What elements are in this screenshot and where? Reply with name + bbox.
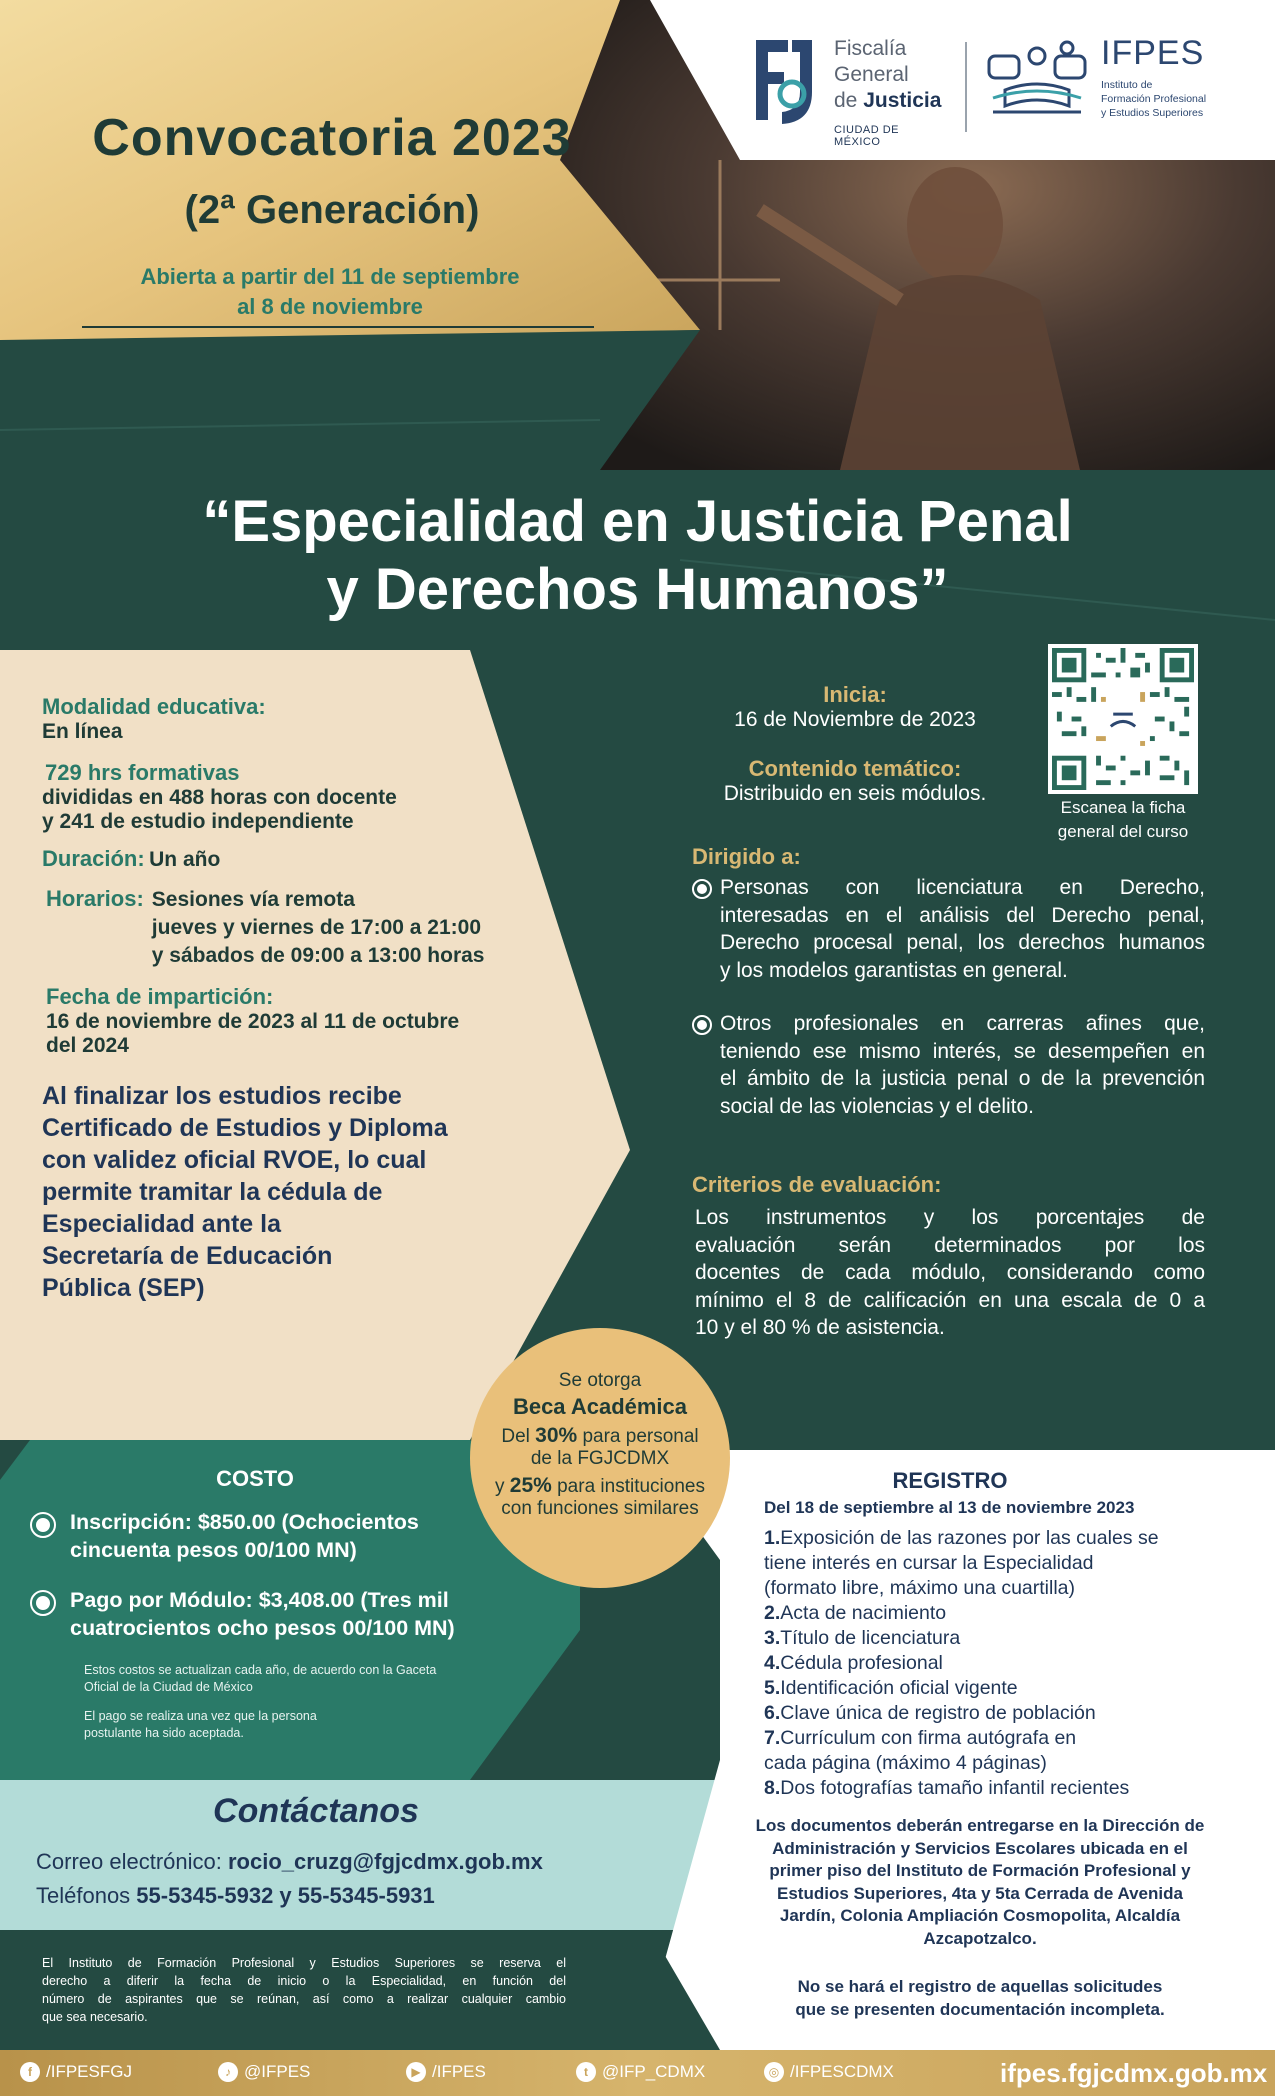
footer-twitter[interactable] [576, 2062, 705, 2082]
registro-item-text: Título de licenciatura [780, 1627, 961, 1649]
registro-docs-line: primer piso del Instituto de Formación Profesional y [769, 1861, 1191, 1880]
qr-code-icon [1052, 648, 1194, 790]
registro-docs-line: Administración y Servicios Escolares ubicada en el [772, 1838, 1188, 1858]
qr-caption-line1: Escanea la ficha [1060, 798, 1186, 817]
registro-item-num: 6. [764, 1702, 781, 1724]
ifpes-logo-line1: Instituto de [1101, 79, 1153, 91]
registro-dates: Del 18 de septiembre al 13 de noviembre 2023 [764, 1498, 1135, 1517]
beca-line3-suffix: para personal [577, 1426, 699, 1447]
registro-item [764, 1651, 1240, 1676]
inscripcion-line2: cincuenta pesos 00/100 MN) [70, 1538, 357, 1562]
criterios-block [692, 1172, 1205, 1342]
certificate-line: Secretaría de Educación [42, 1242, 333, 1270]
modulo-line2: cuatrocientos ocho pesos 00/100 MN) [70, 1616, 455, 1640]
registro-item-text: Currículum con firma autógrafa en [780, 1727, 1077, 1749]
registro-item-num: 2. [764, 1602, 781, 1624]
dirigido-line: Otros profesionales en carreras afines que, [720, 1012, 1205, 1035]
registro-item-cont: cada página (máximo 4 páginas) [764, 1752, 1047, 1774]
fgj-logo-subtitle: CIUDAD DE MÉXICO [834, 124, 900, 148]
convocatoria-title: Convocatoria 2023 [92, 109, 572, 167]
registro-item-text: Exposición de las razones por las cuales se [780, 1527, 1159, 1549]
registro-item [764, 1726, 1240, 1751]
disclaimer-line: derecho a diferir la fecha de inicio o la Especialidad, en función del [42, 1974, 566, 1988]
costo-note1-line2: Oficial de la Ciudad de México [84, 1680, 253, 1694]
registro-item [764, 1526, 1240, 1551]
hours-label: 729 hrs formativas [45, 760, 240, 785]
hours-line2: y 241 de estudio independiente [42, 810, 354, 833]
footer-instagram-label: /IFPESCDMX [790, 2062, 894, 2081]
radio-bullet-icon [692, 1015, 712, 1035]
registro-section [720, 1468, 1240, 2021]
criterios-line: Los instrumentos y los porcentajes de [695, 1206, 1205, 1229]
beca-line5-prefix: y [495, 1476, 510, 1497]
dirigido-block [692, 844, 1205, 1120]
horarios-line2: jueves y viernes de 17:00 a 21:00 [151, 916, 482, 939]
registro-item-num: 4. [764, 1652, 781, 1674]
beca-badge [470, 1328, 730, 1588]
contenido-value: Distribuido en seis módulos. [723, 782, 987, 805]
registro-docs-line: Los documentos deberán entregarse en la Dirección de [755, 1816, 1205, 1835]
horarios-line3: y sábados de 09:00 a 13:00 horas [151, 944, 485, 967]
modulo-item [30, 1586, 590, 1642]
radio-bullet-icon [692, 879, 712, 899]
footer-website[interactable]: ifpes.fgjcdmx.gob.mx [1000, 2058, 1268, 2088]
email-label: Correo electrónico: [36, 1849, 228, 1874]
costo-note1-line1: Estos costos se actualizan cada año, de acuerdo con la Gaceta [84, 1663, 437, 1677]
disclaimer-line: número de aspirantes que se reúnan, así como a realizar cualquier cambio [42, 1992, 566, 2006]
registro-warning-line1: No se hará el registro de aquellas solicitudes [797, 1977, 1163, 1996]
registro-title: REGISTRO [892, 1468, 1008, 1493]
duracion-value: Un año [149, 848, 221, 871]
logo-divider [965, 42, 967, 132]
registro-warning [720, 1976, 1240, 2021]
registro-item-text: Acta de nacimiento [780, 1602, 947, 1624]
dirigido-line: teniendo ese mismo interés, se desempeñen en [720, 1039, 1205, 1063]
certificate-text [42, 1080, 602, 1304]
program-title-line2: y Derechos Humanos” [326, 557, 949, 622]
horarios-line1: Sesiones vía remota [151, 888, 355, 911]
registro-item [764, 1626, 1240, 1651]
tiktok-icon: ♪ [218, 2062, 238, 2082]
registro-item [764, 1776, 1240, 1801]
footer-youtube[interactable] [406, 2062, 486, 2082]
open-dates-line1: Abierta a partir del 11 de septiembre [140, 264, 520, 289]
fgj-logo [748, 28, 948, 148]
fgj-logo-line2: General [834, 63, 909, 86]
modalidad-value: En línea [42, 720, 123, 743]
footer-twitter-label: @IFP_CDMX [602, 2062, 706, 2081]
footer-facebook[interactable] [20, 2062, 132, 2082]
inicia-label: Inicia: [823, 682, 887, 707]
youtube-icon: ▶ [406, 2062, 426, 2082]
radio-bullet-icon [30, 1512, 56, 1538]
dirigido-line: el ámbito de la justicia penal o de la prevención [720, 1067, 1205, 1090]
disclaimer [42, 1954, 566, 2026]
registro-item-cont: tiene interés en cursar la Especialidad [764, 1552, 1094, 1574]
beca-line2: Beca Académica [512, 1394, 688, 1419]
certificate-line: Certificado de Estudios y Diploma [42, 1114, 448, 1142]
open-dates [100, 262, 560, 322]
dirigido-label: Dirigido a: [692, 844, 801, 869]
criterios-line: docentes de cada módulo, considerando como [695, 1261, 1205, 1284]
dirigido-line: social de las violencias y el delito. [720, 1094, 1034, 1118]
fgj-emblem-icon [748, 32, 820, 132]
fecha-label: Fecha de impartición: [46, 984, 274, 1009]
twitter-icon: t [576, 2062, 596, 2082]
ifpes-emblem-icon [985, 40, 1089, 120]
beca-line3-bold: 30% [535, 1424, 578, 1447]
costo-note2-line1: El pago se realiza una vez que la persona [84, 1709, 317, 1723]
registro-docs [720, 1815, 1240, 1950]
left-info [42, 694, 602, 1304]
fgj-logo-line3-prefix: de [834, 89, 864, 112]
footer-tiktok-label: @IFPES [244, 2062, 311, 2081]
registro-item-text: Dos fotografías tamaño infantil recientes [780, 1777, 1130, 1799]
duracion-label: Duración: [42, 846, 145, 871]
registro-item-num: 8. [764, 1777, 781, 1799]
fecha-line1: 16 de noviembre de 2023 al 11 de octubre [46, 1010, 460, 1033]
dirigido-item [692, 1010, 1205, 1120]
title-underline [82, 326, 594, 328]
phone-numbers[interactable]: 55-5345-5932 y 55-5345-5931 [136, 1883, 435, 1908]
registro-docs-line: Azcapotzalco. [923, 1928, 1037, 1948]
fgj-logo-line1: Fiscalía [834, 37, 907, 60]
disclaimer-line: El Instituto de Formación Profesional y Estudios Superiores se reserva el [42, 1956, 566, 1970]
beca-line5-suffix: para instituciones [551, 1476, 705, 1497]
email-link[interactable]: rocio_cruzg@fgjcdmx.gob.mx [227, 1849, 543, 1874]
registro-docs-line: Estudios Superiores, 4ta y 5ta Cerrada de Avenida [777, 1883, 1183, 1903]
modalidad-label: Modalidad educativa: [42, 694, 266, 719]
fecha-line2: del 2024 [46, 1034, 129, 1057]
horarios-label: Horarios: [46, 886, 144, 911]
program-title-line1: “Especialidad en Justicia Penal [202, 489, 1073, 554]
registro-item-num: 3. [764, 1627, 781, 1649]
criterios-line: mínimo el 8 de calificación en una escala de 0 a [695, 1288, 1205, 1312]
registro-item [764, 1701, 1240, 1726]
registro-item [764, 1676, 1240, 1701]
registro-item-cont: (formato libre, máximo una cuartilla) [764, 1577, 1076, 1599]
phone-label: Teléfonos [36, 1883, 137, 1908]
registro-list [764, 1526, 1240, 1801]
facebook-icon: f [20, 2062, 40, 2082]
registro-docs-line: Jardín, Colonia Ampliación Cosmopolita, Alcaldía [779, 1906, 1181, 1925]
certificate-line: Especialidad ante la [42, 1210, 281, 1238]
beca-line6: con funciones similares [501, 1498, 699, 1519]
ifpes-logo [985, 34, 1245, 134]
registro-item-text: Identificación oficial vigente [780, 1677, 1018, 1699]
footer-youtube-label: /IFPES [432, 2062, 486, 2081]
registro-item-num: 7. [764, 1727, 781, 1749]
qr-code[interactable] [1048, 644, 1198, 794]
registro-item-text: Cédula profesional [780, 1652, 943, 1674]
registro-warning-line2: que se presenten documentación incompleta. [795, 1999, 1165, 2019]
footer-facebook-label: /IFPESFGJ [46, 2062, 132, 2081]
inscripcion-line1: Inscripción: $850.00 (Ochocientos [70, 1510, 419, 1534]
modulo-line1: Pago por Módulo: $3,408.00 (Tres mil [70, 1588, 449, 1612]
registro-item-num: 5. [764, 1677, 781, 1699]
inicia-block [680, 682, 1030, 806]
inicia-value: 16 de Noviembre de 2023 [734, 708, 976, 731]
fgj-logo-line3-bold: Justicia [863, 89, 942, 112]
ifpes-logo-name: IFPES [1101, 34, 1205, 72]
beca-line3-prefix: Del [501, 1426, 536, 1447]
qr-caption-line2: general del curso [1057, 822, 1189, 841]
qr-caption [1028, 796, 1218, 844]
certificate-line: con validez oficial RVOE, lo cual [42, 1146, 427, 1174]
contenido-label: Contenido temático: [748, 756, 962, 781]
radio-bullet-icon [30, 1590, 56, 1616]
criterios-line: evaluación serán determinados por los [695, 1233, 1205, 1257]
hours-line1: divididas en 488 horas con docente [42, 786, 397, 809]
criterios-label: Criterios de evaluación: [692, 1172, 942, 1197]
registro-item [764, 1601, 1240, 1626]
certificate-line: Pública (SEP) [42, 1274, 205, 1302]
beca-line5-bold: 25% [509, 1474, 552, 1497]
footer-instagram[interactable] [764, 2062, 894, 2082]
dirigido-line: y los modelos garantistas en general. [720, 958, 1068, 982]
contact-section [36, 1792, 696, 1913]
dirigido-line: interesadas en el análisis del Derecho penal, [720, 903, 1205, 927]
costo-note2-line2: postulante ha sido aceptada. [84, 1726, 244, 1740]
certificate-line: Al finalizar los estudios recibe [42, 1082, 402, 1110]
beca-line1: Se otorga [558, 1370, 642, 1391]
beca-line4: de la FGJCDMX [530, 1448, 670, 1469]
contact-title: Contáctanos [213, 1792, 419, 1830]
open-dates-line2: al 8 de noviembre [237, 294, 423, 319]
dirigido-line: Personas con licenciatura en Derecho, [720, 876, 1205, 899]
instagram-icon: ◎ [764, 2062, 784, 2082]
disclaimer-line: que sea necesario. [42, 2010, 148, 2024]
dirigido-line: Derecho procesal penal, los derechos humanos [720, 931, 1205, 954]
generation-subtitle: (2ª Generación) [184, 188, 480, 232]
ifpes-logo-line2: Formación Profesional [1101, 93, 1207, 105]
program-title [120, 488, 1155, 624]
criterios-line: 10 y el 80 % de asistencia. [695, 1316, 945, 1339]
footer-tiktok[interactable] [218, 2062, 310, 2082]
ifpes-logo-line3: y Estudios Superiores [1101, 107, 1204, 119]
certificate-line: permite tramitar la cédula de [42, 1178, 383, 1206]
costo-title: COSTO [216, 1466, 294, 1491]
registro-item-text: Clave única de registro de población [780, 1702, 1096, 1724]
dirigido-item [692, 874, 1205, 984]
registro-item-num: 1. [764, 1527, 781, 1549]
